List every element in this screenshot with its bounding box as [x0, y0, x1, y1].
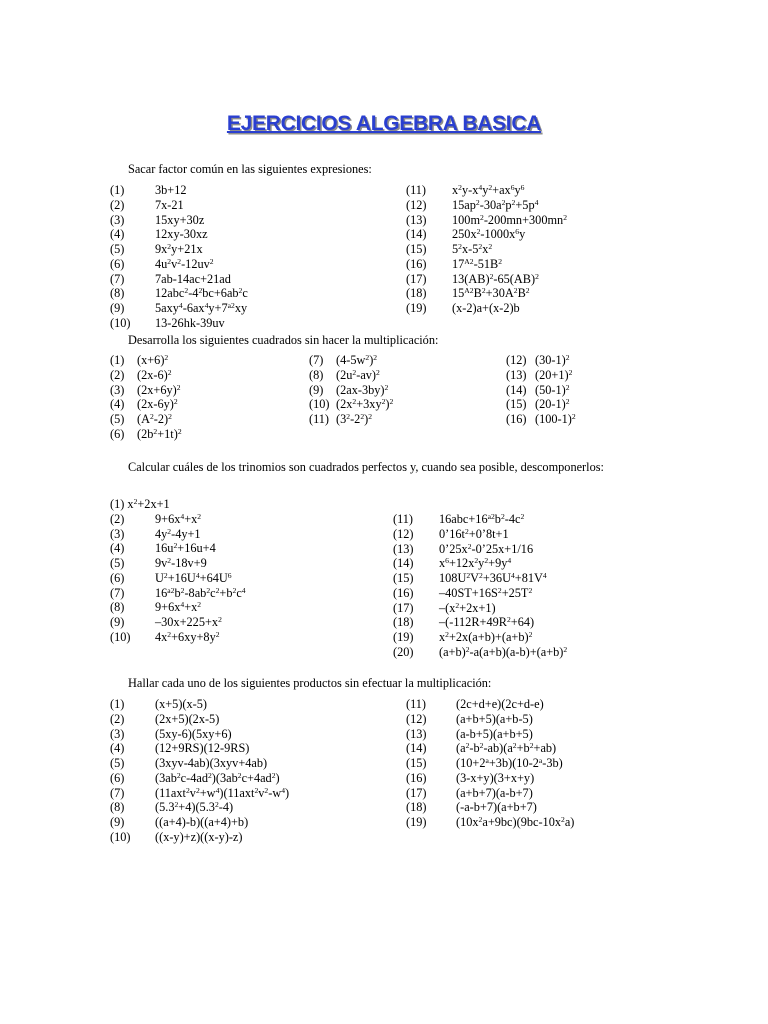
exercise-number: (16) [506, 412, 527, 426]
exercise-item [406, 257, 666, 272]
exercise-item [110, 541, 370, 556]
exercise-number: (15) [506, 397, 527, 412]
exercise-expression: 13(AB)$^2$-65(AB)$^2$ [452, 271, 539, 286]
exercise-number: (3) [110, 726, 125, 741]
exercise-number: (20) [393, 644, 414, 659]
exercise-item [110, 368, 290, 383]
exercise-expression: $(20+1)^2$ [535, 367, 573, 382]
section-2-column-3 [506, 353, 686, 427]
exercise-number: (5) [110, 242, 125, 256]
exercise-item [406, 727, 666, 742]
exercise-expression: $(100-1)^2$ [535, 411, 576, 426]
exercise-number: (2) [110, 711, 125, 726]
exercise-item [110, 497, 370, 512]
exercise-number: (6) [110, 570, 125, 585]
exercise-expression: (a+b+7)(a-b+7) [456, 785, 533, 800]
exercise-number: (11) [406, 697, 427, 711]
exercise-expression: $x^6+12x^2y^2+9y^4$ [439, 556, 512, 571]
exercise-expression: (-a-b+7)(a+b+7) [456, 800, 537, 815]
exercise-number: (15) [406, 756, 427, 770]
exercise-expression: $9+6x^4+x^2$ [155, 511, 202, 526]
exercise-item [406, 771, 666, 786]
exercise-number: (19) [406, 815, 427, 829]
exercise-item [406, 786, 666, 801]
exercise-expression: (12+9RS)(12-9RS) [155, 741, 250, 756]
exercise-item [110, 800, 370, 815]
exercise-expression: $(2b^2+1t)^2$ [137, 426, 182, 441]
exercise-number: (1) [110, 183, 125, 197]
exercise-number: (2) [110, 367, 125, 382]
exercise-number: (17) [393, 600, 414, 615]
exercise-expression: (a-b+5)(a+b+5) [456, 726, 533, 741]
exercise-item [110, 586, 370, 601]
exercise-number: (13) [406, 212, 427, 227]
exercise-expression: 7ab-14ac+21ad [155, 271, 231, 286]
exercise-item [393, 645, 653, 660]
exercise-expression: $4y^2-4y+1$ [155, 526, 201, 541]
exercise-expression: $4u^2v^2-12uv^2$ [155, 256, 214, 271]
exercise-number: (15) [406, 242, 427, 256]
exercise-expression: 15xy+30z [155, 212, 205, 227]
exercise-number: (14) [506, 382, 527, 397]
exercise-number: (4) [110, 227, 125, 242]
exercise-item [110, 741, 370, 756]
section-1-column-1 [110, 183, 370, 331]
exercise-expression: $0’16t^2+0’8t+1$ [439, 526, 509, 541]
section-2-column-2 [309, 353, 489, 427]
exercise-item [406, 756, 666, 771]
exercise-number: (8) [110, 286, 125, 301]
exercise-number: (14) [406, 227, 427, 242]
exercise-item [506, 412, 686, 427]
exercise-number: (1) [110, 353, 125, 367]
exercise-item [110, 712, 370, 727]
exercise-item [110, 257, 370, 272]
exercise-number: (1) [110, 697, 125, 711]
exercise-expression: $(10x^2a+9bc)(9bc-10x^2a)$ [456, 814, 575, 829]
exercise-number: (2) [110, 197, 125, 212]
exercise-item [110, 353, 290, 368]
exercise-item [110, 630, 370, 645]
exercise-number: (8) [110, 800, 125, 815]
exercise-number: (15) [393, 571, 414, 585]
exercise-number: (4) [110, 541, 125, 556]
exercise-number: (17) [406, 785, 427, 800]
exercise-number: (3) [110, 526, 125, 541]
exercise-number: (16) [393, 585, 414, 600]
exercise-item [393, 586, 653, 601]
exercise-item [506, 397, 686, 412]
exercise-item [110, 830, 370, 845]
exercise-item [110, 412, 290, 427]
exercise-number: (17) [406, 271, 427, 286]
exercise-item [110, 383, 290, 398]
exercise-item [110, 815, 370, 830]
exercise-number: (14) [406, 741, 427, 756]
exercise-item [110, 213, 370, 228]
exercise-expression: $-30x+225+x^2$ [155, 614, 222, 629]
exercise-number: (6) [110, 426, 125, 441]
exercise-number: (19) [393, 630, 414, 644]
exercise-number: (2) [110, 511, 125, 526]
exercise-number: (7) [110, 785, 125, 800]
exercise-item [393, 512, 653, 527]
exercise-number: (10) [309, 397, 330, 412]
exercise-item [110, 756, 370, 771]
exercise-item [406, 712, 666, 727]
exercise-item [110, 727, 370, 742]
exercise-expression: $(2ax-3by)^2$ [336, 382, 389, 397]
exercise-number: (11) [406, 183, 427, 197]
section-4-column-1 [110, 697, 370, 845]
section-4-instruction: Hallar cada uno de los siguientes productos sin efectuar la multiplicación: [128, 676, 492, 690]
exercise-expression: (2c+d+e)(2c+d-e) [456, 697, 544, 711]
exercise-item [406, 227, 666, 242]
exercise-expression: (3xyv-4ab)(3xyv+4ab) [155, 756, 268, 770]
exercise-expression: $-(x^2+2x+1)$ [439, 600, 496, 615]
exercise-expression: 12xy-30xz [155, 227, 208, 242]
exercise-number: (14) [393, 556, 414, 571]
exercise-expression: $5axy^4-6ax^4y+7^{a2}xy$ [155, 300, 248, 315]
exercise-number: (9) [110, 815, 125, 829]
exercise-number: (10) [110, 829, 131, 844]
exercise-number: (10) [110, 629, 131, 644]
exercise-expression: $(20-1)^2$ [535, 397, 570, 412]
exercise-item [393, 542, 653, 557]
exercise-expression: $100m^2-200mn+300mn^2$ [452, 212, 567, 227]
exercise-number: (3) [110, 382, 125, 397]
exercise-number: (6) [110, 256, 125, 271]
exercise-expression: (5xy-6)(5xy+6) [155, 726, 232, 741]
exercise-number: (7) [110, 271, 125, 286]
exercise-item [406, 800, 666, 815]
exercise-expression: $9v^2-18v+9$ [155, 555, 207, 570]
section-3-column-2 [393, 512, 653, 660]
exercise-number: (12) [506, 353, 527, 367]
exercise-expression: $(2x+6y)^2$ [137, 382, 181, 397]
exercise-expression: $250x^2-1000x^6y$ [452, 227, 526, 242]
exercise-item [506, 353, 686, 368]
exercise-expression: $(3^2-2^2)^2$ [336, 411, 373, 426]
exercise-expression: $(3ab^2c-4ad^2)(3ab^2c+4ad^2)$ [155, 770, 280, 785]
exercise-expression: 3b+12 [155, 183, 187, 197]
exercise-number: (13) [406, 726, 427, 741]
exercise-expression: $17^{A2}-51B^2$ [452, 256, 503, 271]
exercise-expression: $x^2y-x^4y^2+ax^6y^6$ [452, 182, 525, 197]
exercise-item [110, 771, 370, 786]
exercise-expression: (3-x+y)(3+x+y) [456, 770, 535, 785]
exercise-number: (19) [406, 301, 427, 315]
exercise-item [110, 512, 370, 527]
exercise-number: (12) [393, 526, 414, 541]
exercise-number: (4) [110, 397, 125, 412]
exercise-expression: $x^2+2x(a+b)+(a+b)^2$ [439, 629, 533, 644]
exercise-item [406, 242, 666, 257]
section-2-column-1 [110, 353, 290, 442]
exercise-expression: $(x+6)^2$ [137, 352, 169, 367]
exercise-expression: $-(-112R+49R^2+64)$ [439, 615, 535, 630]
exercise-expression: $-40ST+16S^2+25T^2$ [439, 585, 533, 600]
exercise-item [406, 741, 666, 756]
exercise-expression: $(5.3^2+4)(5.3^2-4)$ [155, 800, 234, 815]
exercise-item [406, 301, 666, 316]
exercise-number: (8) [309, 367, 324, 382]
exercise-expression: $9x^2y+21x$ [155, 241, 203, 256]
exercise-number: (16) [406, 256, 427, 271]
exercise-item [393, 527, 653, 542]
section-1-instruction: Sacar factor común en las siguientes expresiones: [128, 162, 372, 176]
exercise-number: (5) [110, 756, 125, 770]
exercise-expression: (x-2)a+(x-2)b [452, 301, 520, 315]
exercise-item [406, 286, 666, 301]
exercise-expression: $(2u^2-av)^2$ [336, 367, 380, 382]
exercise-expression: $(a^2-b^2-ab)(a^2+b^2+ab)$ [456, 741, 557, 756]
exercise-item [506, 368, 686, 383]
exercise-item [110, 556, 370, 571]
exercise-item [110, 272, 370, 287]
section-2-instruction: Desarrolla los siguientes cuadrados sin hacer la multiplicación: [128, 333, 439, 347]
exercise-item [309, 412, 489, 427]
exercise-item [393, 615, 653, 630]
exercise-item [110, 397, 290, 412]
exercise-expression: $16u^2+16u+4$ [155, 541, 216, 556]
exercise-number: (16) [406, 770, 427, 785]
section-1-column-2 [406, 183, 666, 316]
exercise-item [110, 242, 370, 257]
exercise-expression: 7x-21 [155, 197, 184, 212]
exercise-expression: $(11axt^2v^2+w^4)(11axt^2v^2-w^4)$ [155, 785, 290, 800]
exercise-item [406, 213, 666, 228]
exercise-number: (3) [110, 212, 125, 227]
exercise-number: (18) [393, 615, 414, 630]
exercise-expression: $108U^2V^2+36U^4+81V^4$ [439, 570, 547, 585]
exercise-number: (5) [110, 556, 125, 570]
exercise-item [110, 227, 370, 242]
exercise-expression: (2x+5)(2x-5) [155, 711, 220, 726]
exercise-number: (8) [110, 600, 125, 615]
exercise-item [309, 383, 489, 398]
exercise-item [309, 353, 489, 368]
exercise-expression: $5^2x-5^2x^2$ [452, 241, 493, 256]
exercise-expression: $(a+b)^2-a(a+b)(a-b)+(a+b)^2$ [439, 644, 568, 659]
exercise-item [406, 198, 666, 213]
exercise-number: (13) [506, 367, 527, 382]
exercise-item [110, 571, 370, 586]
exercise-number: (18) [406, 800, 427, 815]
exercise-number: (5) [110, 412, 125, 426]
exercise-item [110, 198, 370, 213]
exercise-item [309, 397, 489, 412]
section-4-column-2 [406, 697, 666, 830]
exercise-expression: ((a+4)-b)((a+4)+b) [155, 815, 249, 829]
exercise-expression: (x+5)(x-5) [155, 697, 208, 711]
exercise-item [406, 697, 666, 712]
section-3-instruction: Calcular cuáles de los trinomios son cuadrados perfectos y, cuando sea posible, descomponerlos: [128, 460, 604, 474]
exercise-number: (12) [406, 711, 427, 726]
exercise-item [393, 630, 653, 645]
exercise-number: (1) $x^2+2x+1$ [110, 496, 170, 511]
exercise-expression: $(2x^2+3xy^2)^2$ [336, 397, 394, 412]
exercise-number: (6) [110, 770, 125, 785]
exercise-expression: ((x-y)+z)((x-y)-z) [155, 829, 243, 844]
exercise-item [110, 615, 370, 630]
exercise-expression: $4x^2+6xy+8y^2$ [155, 629, 220, 644]
exercise-item [506, 383, 686, 398]
exercise-number: (12) [406, 197, 427, 212]
exercise-expression: $0’25x^2-0’25x+1/16$ [439, 541, 534, 556]
exercise-expression: $12abc^2-4^2bc+6ab^2c$ [155, 286, 248, 301]
exercise-expression: $(50-1)^2$ [535, 382, 570, 397]
exercise-number: (18) [406, 286, 427, 301]
exercise-expression: $(2x-6)^2$ [137, 367, 172, 382]
exercise-expression: $(A^2-2)^2$ [137, 411, 172, 426]
exercise-expression: $9+6x^4+x^2$ [155, 600, 202, 615]
exercise-number: (9) [309, 382, 324, 397]
exercise-item [110, 427, 290, 442]
exercise-number: (9) [110, 301, 125, 315]
exercise-item [110, 301, 370, 316]
section-3-column-1 [110, 497, 370, 645]
exercise-number: (13) [393, 541, 414, 556]
exercise-item [110, 316, 370, 331]
exercise-item [406, 815, 666, 830]
exercise-number: (11) [309, 412, 330, 426]
exercise-expression: $16^{a2}b^2-8ab^2c^2+b^2c^4$ [155, 585, 246, 600]
exercise-item [110, 600, 370, 615]
exercise-item [406, 272, 666, 287]
exercise-expression: $(2x-6y)^2$ [137, 397, 178, 412]
exercise-item [393, 601, 653, 616]
exercise-number: (10) [110, 315, 131, 330]
exercise-item [110, 786, 370, 801]
exercise-number: (11) [393, 512, 414, 526]
exercise-expression: $U^2+16U^4+64U^6$ [155, 570, 232, 585]
exercise-expression: $(30-1)^2$ [535, 352, 570, 367]
exercise-item [393, 556, 653, 571]
exercise-item [110, 183, 370, 198]
page-title: EJERCICIOS ALGEBRA BASICA [226, 112, 542, 135]
exercise-item [110, 697, 370, 712]
exercise-item [110, 286, 370, 301]
exercise-expression: $16abc+16^{a2}b^2-4c^2$ [439, 511, 525, 526]
exercise-item [406, 183, 666, 198]
exercise-expression: $(10+2^a+3b)(10-2^a-3b)$ [456, 755, 563, 770]
exercise-expression: $15ap^2-30a^2p^2+5p^4$ [452, 197, 539, 212]
exercise-expression: 13-26hk-39uv [155, 315, 225, 330]
exercise-number: (9) [110, 615, 125, 629]
exercise-expression: $15^{A2}B^2+30A^2B^2$ [452, 286, 530, 301]
exercise-item [393, 571, 653, 586]
exercise-item [309, 368, 489, 383]
exercise-number: (7) [110, 585, 125, 600]
exercise-number: (7) [309, 353, 324, 367]
exercise-number: (4) [110, 741, 125, 756]
exercise-item [110, 527, 370, 542]
exercise-expression: $(4-5w^2)^2$ [336, 352, 378, 367]
exercise-expression: (a+b+5)(a+b-5) [456, 711, 533, 726]
